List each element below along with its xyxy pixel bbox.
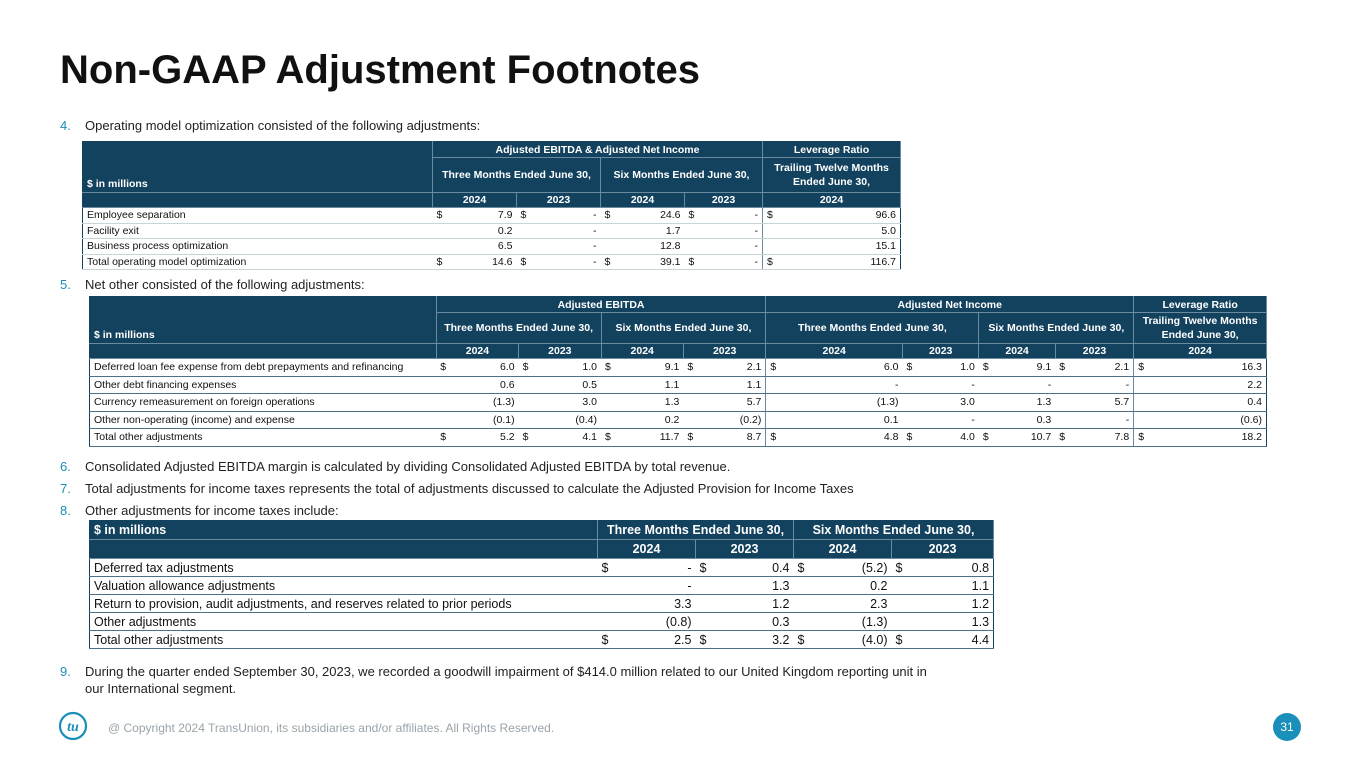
currency-cell: $ bbox=[1134, 359, 1154, 377]
currency-cell bbox=[598, 595, 628, 613]
year-header: 2024 bbox=[766, 344, 903, 359]
value-cell: 6.5 bbox=[455, 239, 517, 255]
currency-cell bbox=[1134, 394, 1154, 412]
value-cell: - bbox=[707, 223, 763, 239]
currency-cell bbox=[696, 613, 726, 631]
value-cell: 1.3 bbox=[922, 613, 994, 631]
currency-cell: $ bbox=[1055, 429, 1075, 447]
currency-cell: $ bbox=[979, 359, 999, 377]
value-cell: 24.6 bbox=[623, 208, 685, 224]
currency-cell: $ bbox=[903, 429, 923, 447]
value-cell: 2.1 bbox=[704, 359, 766, 377]
value-cell: 0.5 bbox=[539, 376, 601, 394]
currency-cell bbox=[903, 394, 923, 412]
currency-cell: $ bbox=[601, 254, 623, 270]
footnote-number: 5. bbox=[60, 277, 71, 292]
currency-cell bbox=[1134, 376, 1154, 394]
currency-cell bbox=[436, 394, 456, 412]
label-column-header: $ in millions bbox=[90, 521, 598, 540]
net-other-adjustments-table bbox=[89, 296, 1267, 447]
currency-cell: $ bbox=[892, 559, 922, 577]
value-cell: 12.8 bbox=[623, 239, 685, 255]
currency-cell: $ bbox=[519, 429, 539, 447]
table-row bbox=[90, 376, 1267, 394]
currency-cell bbox=[1134, 411, 1154, 429]
currency-cell: $ bbox=[601, 208, 623, 224]
currency-cell bbox=[683, 394, 703, 412]
year-header: 2024 bbox=[763, 193, 901, 208]
currency-cell: $ bbox=[794, 559, 824, 577]
value-cell: 4.8 bbox=[786, 429, 903, 447]
period-header: Three Months Ended June 30, bbox=[433, 158, 601, 193]
footnote-7 bbox=[60, 480, 940, 497]
row-label: Total other adjustments bbox=[90, 429, 437, 447]
currency-cell: $ bbox=[979, 429, 999, 447]
period-header: Six Months Ended June 30, bbox=[601, 158, 763, 193]
period-header: Three Months Ended June 30, bbox=[766, 313, 979, 344]
value-cell: 14.6 bbox=[455, 254, 517, 270]
footnote-text: Other adjustments for income taxes include: bbox=[85, 503, 339, 518]
currency-cell: $ bbox=[892, 631, 922, 649]
value-cell: (4.0) bbox=[824, 631, 892, 649]
currency-cell: $ bbox=[1134, 429, 1154, 447]
currency-cell bbox=[794, 577, 824, 595]
currency-cell bbox=[601, 411, 621, 429]
value-cell: 0.2 bbox=[455, 223, 517, 239]
page-title: Non-GAAP Adjustment Footnotes bbox=[60, 48, 700, 92]
header-spacer bbox=[83, 193, 433, 208]
value-cell: - bbox=[1075, 411, 1133, 429]
value-cell: 1.3 bbox=[726, 577, 794, 595]
row-label: Other non-operating (income) and expense bbox=[90, 411, 437, 429]
year-header: 2024 bbox=[601, 193, 685, 208]
row-label: Employee separation bbox=[83, 208, 433, 224]
value-cell: 7.9 bbox=[455, 208, 517, 224]
currency-cell: $ bbox=[685, 254, 707, 270]
currency-cell: $ bbox=[598, 631, 628, 649]
value-cell: (5.2) bbox=[824, 559, 892, 577]
table-row bbox=[83, 254, 901, 270]
value-cell: - bbox=[707, 208, 763, 224]
value-cell: (0.4) bbox=[539, 411, 601, 429]
value-cell: 1.2 bbox=[726, 595, 794, 613]
value-cell: 39.1 bbox=[623, 254, 685, 270]
value-cell: 18.2 bbox=[1154, 429, 1267, 447]
value-cell: 0.6 bbox=[456, 376, 518, 394]
currency-cell: $ bbox=[794, 631, 824, 649]
currency-cell bbox=[903, 411, 923, 429]
currency-cell bbox=[766, 376, 786, 394]
year-header: 2024 bbox=[1134, 344, 1267, 359]
currency-cell bbox=[763, 239, 785, 255]
header-spacer bbox=[90, 344, 437, 359]
year-header: 2023 bbox=[696, 540, 794, 559]
footnote-number: 9. bbox=[60, 664, 71, 679]
value-cell: - bbox=[539, 239, 601, 255]
value-cell: - bbox=[628, 577, 696, 595]
currency-cell bbox=[436, 411, 456, 429]
currency-cell bbox=[519, 411, 539, 429]
currency-cell: $ bbox=[601, 359, 621, 377]
footnote-number: 7. bbox=[60, 481, 71, 496]
currency-cell bbox=[979, 411, 999, 429]
value-cell: - bbox=[923, 376, 979, 394]
currency-cell bbox=[517, 239, 539, 255]
currency-cell bbox=[433, 223, 455, 239]
currency-cell bbox=[598, 613, 628, 631]
currency-cell: $ bbox=[436, 359, 456, 377]
table-row bbox=[90, 559, 994, 577]
value-cell: 10.7 bbox=[999, 429, 1055, 447]
currency-cell: $ bbox=[683, 429, 703, 447]
value-cell: (0.2) bbox=[704, 411, 766, 429]
year-header: 2023 bbox=[519, 344, 601, 359]
value-cell: 3.0 bbox=[539, 394, 601, 412]
row-label: Deferred tax adjustments bbox=[90, 559, 598, 577]
currency-cell: $ bbox=[696, 631, 726, 649]
value-cell: - bbox=[539, 254, 601, 270]
currency-cell: $ bbox=[436, 429, 456, 447]
period-header: Six Months Ended June 30, bbox=[794, 521, 994, 540]
value-cell: 7.8 bbox=[1075, 429, 1133, 447]
footnote-number: 4. bbox=[60, 118, 71, 133]
footnote-text: Total adjustments for income taxes represents the total of adjustments discussed to calculate the Adjusted Provision for Income Taxes bbox=[85, 481, 854, 496]
value-cell: 1.1 bbox=[621, 376, 683, 394]
footnote-4 bbox=[60, 117, 940, 134]
currency-cell bbox=[892, 577, 922, 595]
currency-cell: $ bbox=[766, 359, 786, 377]
currency-cell bbox=[601, 223, 623, 239]
row-label: Return to provision, audit adjustments, and reserves related to prior periods bbox=[90, 595, 598, 613]
year-header: 2023 bbox=[903, 344, 979, 359]
row-label: Valuation allowance adjustments bbox=[90, 577, 598, 595]
currency-cell bbox=[766, 411, 786, 429]
value-cell: 0.1 bbox=[786, 411, 903, 429]
year-header: 2024 bbox=[436, 344, 518, 359]
value-cell: 1.2 bbox=[922, 595, 994, 613]
page-number-badge: 31 bbox=[1273, 713, 1301, 741]
value-cell: 2.2 bbox=[1154, 376, 1267, 394]
value-cell: 3.0 bbox=[923, 394, 979, 412]
value-cell: - bbox=[786, 376, 903, 394]
currency-cell: $ bbox=[517, 254, 539, 270]
value-cell: 9.1 bbox=[621, 359, 683, 377]
label-column-header: $ in millions bbox=[83, 142, 433, 193]
year-header: 2023 bbox=[685, 193, 763, 208]
currency-cell: $ bbox=[1055, 359, 1075, 377]
logo-text: tu bbox=[67, 720, 79, 735]
value-cell: 0.4 bbox=[1154, 394, 1267, 412]
footnote-text: Operating model optimization consisted of the following adjustments: bbox=[85, 118, 481, 133]
currency-cell bbox=[1055, 376, 1075, 394]
footnote-text: During the quarter ended September 30, 2023, we recorded a goodwill impairment of $414.0 million related to our United Kingdom reporting unit in our International segment. bbox=[85, 664, 927, 696]
currency-cell bbox=[892, 613, 922, 631]
currency-cell: $ bbox=[903, 359, 923, 377]
value-cell: 0.2 bbox=[824, 577, 892, 595]
income-tax-adjustments-table bbox=[89, 520, 994, 649]
value-cell: 96.6 bbox=[785, 208, 901, 224]
label-column-header: $ in millions bbox=[90, 297, 437, 344]
currency-cell bbox=[601, 239, 623, 255]
currency-cell: $ bbox=[766, 429, 786, 447]
value-cell: (1.3) bbox=[786, 394, 903, 412]
currency-cell bbox=[685, 239, 707, 255]
value-cell: 0.4 bbox=[726, 559, 794, 577]
group-header: Leverage Ratio bbox=[1134, 297, 1267, 313]
group-header: Leverage Ratio bbox=[763, 142, 901, 158]
table-row bbox=[90, 631, 994, 649]
value-cell: (0.8) bbox=[628, 613, 696, 631]
currency-cell bbox=[1055, 394, 1075, 412]
footnote-text: Net other consisted of the following adjustments: bbox=[85, 277, 365, 292]
currency-cell bbox=[892, 595, 922, 613]
row-label: Total operating model optimization bbox=[83, 254, 433, 270]
value-cell: 1.0 bbox=[539, 359, 601, 377]
value-cell: 11.7 bbox=[621, 429, 683, 447]
currency-cell bbox=[598, 577, 628, 595]
footnote-number: 6. bbox=[60, 459, 71, 474]
table-row bbox=[90, 595, 994, 613]
row-label: Currency remeasurement on foreign operations bbox=[90, 394, 437, 412]
currency-cell bbox=[979, 376, 999, 394]
currency-cell: $ bbox=[519, 359, 539, 377]
currency-cell bbox=[433, 239, 455, 255]
footnote-9 bbox=[60, 663, 940, 697]
table-row bbox=[90, 394, 1267, 412]
value-cell: 8.7 bbox=[704, 429, 766, 447]
currency-cell bbox=[436, 376, 456, 394]
currency-cell bbox=[766, 394, 786, 412]
operating-model-optimization-table bbox=[82, 141, 901, 270]
year-header: 2024 bbox=[598, 540, 696, 559]
footnote-5 bbox=[60, 276, 940, 293]
year-header: 2023 bbox=[892, 540, 994, 559]
currency-cell bbox=[519, 394, 539, 412]
table-row bbox=[83, 223, 901, 239]
currency-cell bbox=[685, 223, 707, 239]
value-cell: 1.0 bbox=[923, 359, 979, 377]
value-cell: - bbox=[923, 411, 979, 429]
value-cell: 2.3 bbox=[824, 595, 892, 613]
period-header: Six Months Ended June 30, bbox=[601, 313, 766, 344]
footnote-8 bbox=[60, 502, 940, 519]
row-label: Business process optimization bbox=[83, 239, 433, 255]
currency-cell bbox=[683, 411, 703, 429]
value-cell: 4.4 bbox=[922, 631, 994, 649]
value-cell: - bbox=[707, 254, 763, 270]
currency-cell bbox=[517, 223, 539, 239]
footnote-text: Consolidated Adjusted EBITDA margin is calculated by dividing Consolidated Adjusted EBITDA by total revenue. bbox=[85, 459, 731, 474]
row-label: Deferred loan fee expense from debt prepayments and refinancing bbox=[90, 359, 437, 377]
currency-cell bbox=[601, 394, 621, 412]
value-cell: (0.6) bbox=[1154, 411, 1267, 429]
table-row bbox=[90, 429, 1267, 447]
table-row bbox=[90, 613, 994, 631]
value-cell: 6.0 bbox=[786, 359, 903, 377]
transunion-logo-icon bbox=[58, 711, 88, 741]
value-cell: 4.1 bbox=[539, 429, 601, 447]
year-header: 2024 bbox=[433, 193, 517, 208]
currency-cell: $ bbox=[433, 254, 455, 270]
row-label: Other adjustments bbox=[90, 613, 598, 631]
row-label: Total other adjustments bbox=[90, 631, 598, 649]
period-header: Trailing Twelve Months Ended June 30, bbox=[763, 158, 901, 193]
value-cell: 5.0 bbox=[785, 223, 901, 239]
year-header: 2024 bbox=[979, 344, 1055, 359]
value-cell: (1.3) bbox=[456, 394, 518, 412]
currency-cell bbox=[794, 613, 824, 631]
currency-cell: $ bbox=[763, 254, 785, 270]
group-header: Adjusted EBITDA bbox=[436, 297, 766, 313]
currency-cell: $ bbox=[601, 429, 621, 447]
currency-cell: $ bbox=[763, 208, 785, 224]
value-cell: - bbox=[999, 376, 1055, 394]
value-cell: 5.7 bbox=[704, 394, 766, 412]
value-cell: 1.1 bbox=[704, 376, 766, 394]
period-header: Three Months Ended June 30, bbox=[598, 521, 794, 540]
header-spacer bbox=[90, 540, 598, 559]
value-cell: 15.1 bbox=[785, 239, 901, 255]
table-row bbox=[90, 359, 1267, 377]
year-header: 2023 bbox=[517, 193, 601, 208]
currency-cell bbox=[1055, 411, 1075, 429]
group-header: Adjusted Net Income bbox=[766, 297, 1134, 313]
year-header: 2023 bbox=[683, 344, 765, 359]
value-cell: 5.7 bbox=[1075, 394, 1133, 412]
value-cell: 16.3 bbox=[1154, 359, 1267, 377]
currency-cell bbox=[903, 376, 923, 394]
table-row bbox=[90, 577, 994, 595]
value-cell: 0.2 bbox=[621, 411, 683, 429]
copyright-text: @ Copyright 2024 TransUnion, its subsidiaries and/or affiliates. All Rights Reserved. bbox=[108, 721, 555, 735]
value-cell: 1.3 bbox=[621, 394, 683, 412]
value-cell: - bbox=[539, 223, 601, 239]
row-label: Facility exit bbox=[83, 223, 433, 239]
value-cell: 2.1 bbox=[1075, 359, 1133, 377]
value-cell: (1.3) bbox=[824, 613, 892, 631]
value-cell: 4.0 bbox=[923, 429, 979, 447]
year-header: 2024 bbox=[601, 344, 683, 359]
value-cell: 9.1 bbox=[999, 359, 1055, 377]
row-label: Other debt financing expenses bbox=[90, 376, 437, 394]
footnote-number: 8. bbox=[60, 503, 71, 518]
value-cell: - bbox=[539, 208, 601, 224]
year-header: 2024 bbox=[794, 540, 892, 559]
value-cell: 1.7 bbox=[623, 223, 685, 239]
currency-cell bbox=[794, 595, 824, 613]
period-header: Six Months Ended June 30, bbox=[979, 313, 1134, 344]
value-cell: 2.5 bbox=[628, 631, 696, 649]
footnote-6 bbox=[60, 458, 940, 475]
value-cell: 6.0 bbox=[456, 359, 518, 377]
value-cell: - bbox=[707, 239, 763, 255]
currency-cell bbox=[601, 376, 621, 394]
currency-cell: $ bbox=[433, 208, 455, 224]
value-cell: - bbox=[1075, 376, 1133, 394]
currency-cell bbox=[696, 577, 726, 595]
value-cell: 1.1 bbox=[922, 577, 994, 595]
value-cell: 5.2 bbox=[456, 429, 518, 447]
value-cell: (0.1) bbox=[456, 411, 518, 429]
value-cell: - bbox=[628, 559, 696, 577]
table-row bbox=[83, 239, 901, 255]
value-cell: 116.7 bbox=[785, 254, 901, 270]
value-cell: 0.8 bbox=[922, 559, 994, 577]
table-row bbox=[83, 208, 901, 224]
group-header: Adjusted EBITDA & Adjusted Net Income bbox=[433, 142, 763, 158]
value-cell: 0.3 bbox=[999, 411, 1055, 429]
currency-cell: $ bbox=[696, 559, 726, 577]
period-header: Trailing Twelve Months Ended June 30, bbox=[1134, 313, 1267, 344]
value-cell: 3.2 bbox=[726, 631, 794, 649]
table-row bbox=[90, 411, 1267, 429]
currency-cell bbox=[519, 376, 539, 394]
value-cell: 1.3 bbox=[999, 394, 1055, 412]
currency-cell bbox=[763, 223, 785, 239]
currency-cell: $ bbox=[685, 208, 707, 224]
year-header: 2023 bbox=[1055, 344, 1133, 359]
currency-cell bbox=[979, 394, 999, 412]
currency-cell bbox=[683, 376, 703, 394]
currency-cell: $ bbox=[598, 559, 628, 577]
value-cell: 3.3 bbox=[628, 595, 696, 613]
currency-cell bbox=[696, 595, 726, 613]
currency-cell: $ bbox=[683, 359, 703, 377]
value-cell: 0.3 bbox=[726, 613, 794, 631]
period-header: Three Months Ended June 30, bbox=[436, 313, 601, 344]
currency-cell: $ bbox=[517, 208, 539, 224]
